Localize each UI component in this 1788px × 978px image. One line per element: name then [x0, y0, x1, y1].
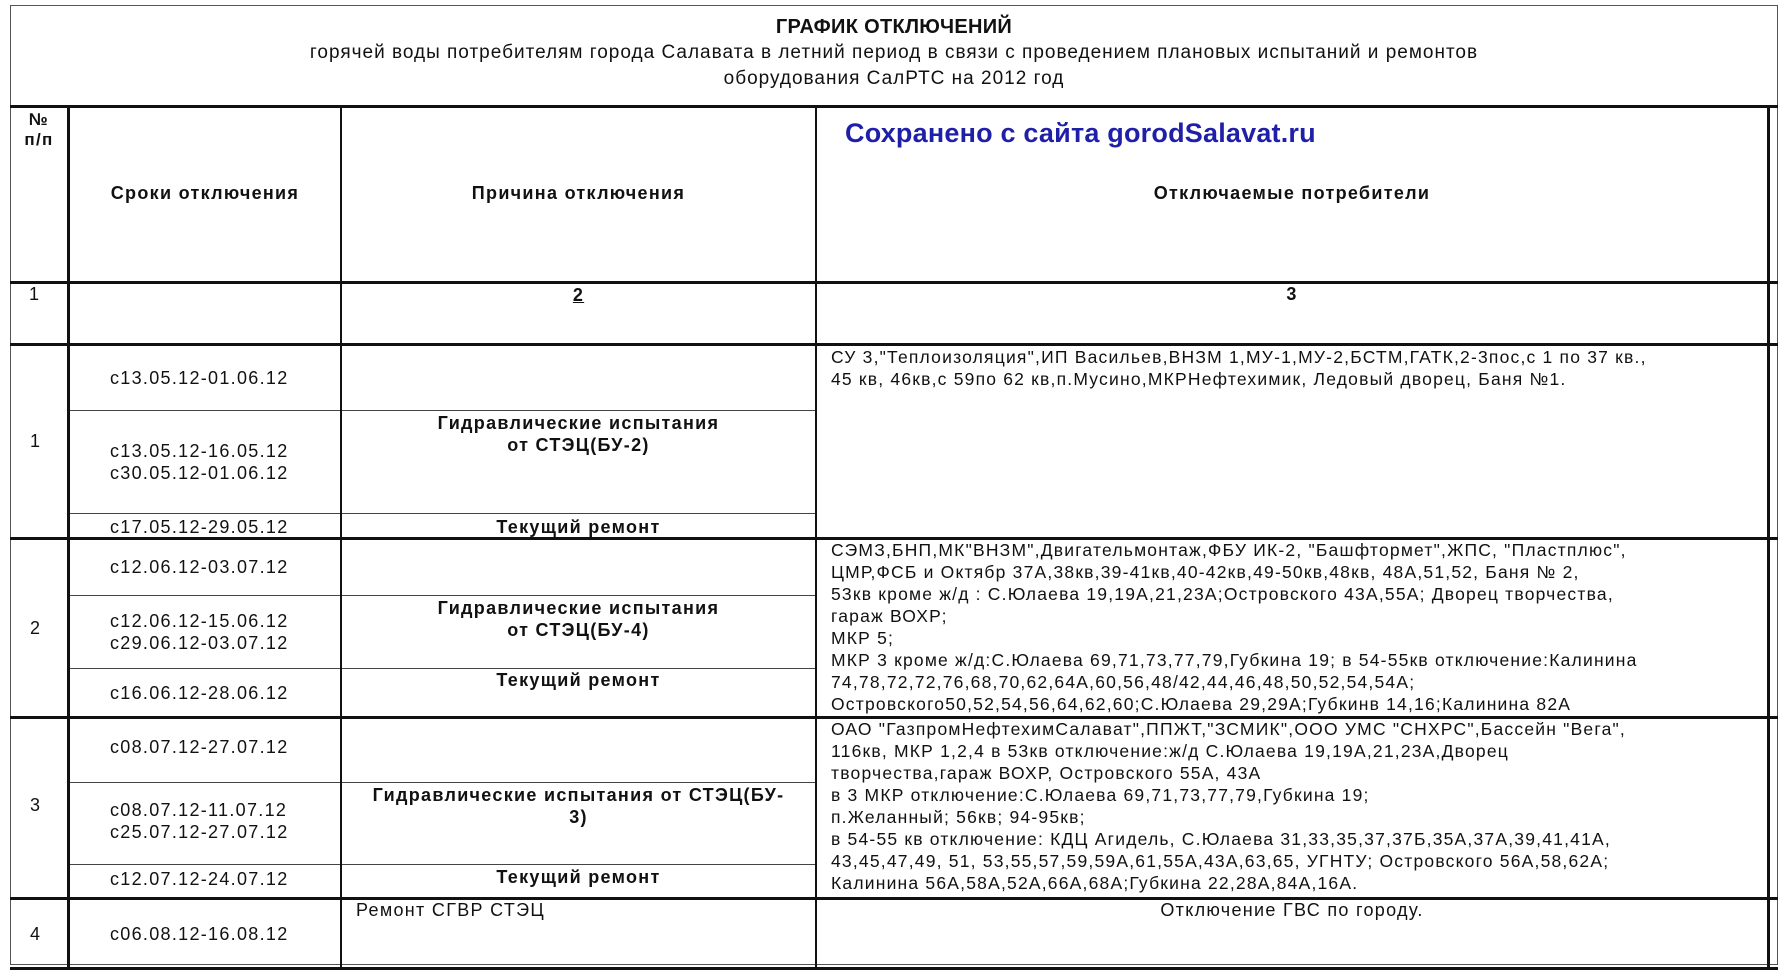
row1-date-1: с13.05.12-01.06.12	[110, 368, 289, 388]
table-top-border	[10, 105, 1778, 108]
document-subtitle-line2: оборудования СалРТС на 2012 год	[723, 68, 1065, 89]
row1-subline-a	[68, 410, 817, 411]
header-num: № п/п	[24, 110, 54, 149]
row2-date-1: с12.06.12-03.07.12	[110, 557, 289, 577]
document-subtitle-line1: горячей воды потребителям города Салавата в летний период в связи с проведением плановых испытаний и ремонтов	[309, 42, 1479, 63]
row1-consumers: СУ 3,"Теплоизоляция",ИП Васильев,ВНЗМ 1,МУ-1,МУ-2,БСТМ,ГАТК,2-3пос,с 1 по 37 кв., 45 кв, 46кв,с 59по 62 кв,п.Мусино,МКРНефтехимик, Ледовый дворец, Баня №1.	[831, 347, 1647, 389]
row4-reason: Ремонт СГВР СТЭЦ	[356, 900, 546, 920]
row4-consumers: Отключение ГВС по городу.	[1160, 900, 1424, 920]
row2-consumers: СЭМЗ,БНП,МК"ВНЗМ",Двигательмонтаж,ФБУ ИК-2, "Башфтормет",ЖПС, "Пластплюс", ЦМР,ФСБ и Октябр 37А,38кв,39-41кв,40-42кв,49-50кв,48кв, 48А,51,52, Баня № 2, 53кв кроме ж/д : С.Юлаева 19,19А,21,23А;Островского 43А,55А; Дворец творчества, гараж ВОХР; МКР 5; МКР 3 кроме ж/д:С.Юлаева 69,71,73,77,79,Губкина 19; в 54-55кв отключение:Калинина 74,78,72,72,76,68,70,62,64А,60,56,48/42,44,46,48,50,52,54,54А; Островского50,52,54,56,64,62,60;С.Юлаева 29,29А;Губкинв 14,16;Калинина 82А	[831, 540, 1638, 714]
row1-date-2: с13.05.12-16.05.12 с30.05.12-01.06.12	[110, 441, 289, 483]
row3-num: 3	[30, 795, 42, 815]
row2-num: 2	[30, 618, 42, 638]
row3-consumers: ОАО "ГазпромНефтехимСалават",ППЖТ,"ЗСМИК",ООО УМС "СНХРС",Бассейн "Вега", 116кв, МКР 1,2,4 в 53кв отключение:ж/д С.Юлаева 19,19А,21,23А,Дворец творчества,гараж ВОХР, Островского 55А, 43А в 3 МКР отключение:С.Юлаева 69,71,73,77,79,Губкина 19; п.Желанный; 56кв; 94-95кв; в 54-55 кв отключение: КДЦ Агидель, С.Юлаева 31,33,35,37,37Б,35А,37А,39,41,41А, 43,45,47,49, 51, 53,55,57,59,59А,61,55А,43А,63,65, УГНТУ; Островского 56А,58,62А; Калинина 56А,58А,52А,66А,68А;Губкина 22,28А,84А,16А.	[831, 719, 1626, 893]
row1-date-3: с17.05.12-29.05.12	[110, 517, 289, 537]
row2-date-3: с16.06.12-28.06.12	[110, 683, 289, 703]
row4-date-1: с06.08.12-16.08.12	[110, 924, 289, 944]
row1-reason-repair: Текущий ремонт	[496, 517, 661, 537]
row3-subline-b	[68, 864, 817, 865]
header-consumers: Отключаемые потребители	[1153, 183, 1431, 203]
row3-date-2: с08.07.12-11.07.12 с25.07.12-27.07.12	[110, 800, 289, 842]
row3-date-3: с12.07.12-24.07.12	[110, 869, 289, 889]
row2-subline-a	[68, 595, 817, 596]
row2-date-2: с12.06.12-15.06.12 с29.06.12-03.07.12	[110, 611, 289, 653]
row1-reason-test: Гидравлические испытания от СТЭЦ(БУ-2)	[437, 413, 720, 455]
row1-num: 1	[30, 431, 42, 451]
document-title: ГРАФИК ОТКЛЮЧЕНИЙ	[775, 16, 1013, 38]
table-right-border	[1767, 105, 1770, 970]
col-divider-1	[67, 105, 70, 970]
title-block	[10, 14, 1778, 92]
header-dates: Сроки отключения	[110, 183, 300, 203]
row1-subline-b	[68, 513, 817, 514]
col-number-3: 3	[1286, 284, 1298, 304]
header-reason: Причина отключения	[471, 183, 686, 203]
row2-reason-repair: Текущий ремонт	[496, 670, 661, 690]
row4-bottom-border	[10, 967, 1778, 970]
row3-date-1: с08.07.12-27.07.12	[110, 737, 289, 757]
row3-reason-test: Гидравлические испытания от СТЭЦ(БУ- 3)	[372, 785, 785, 827]
watermark-text: Сохранено с сайта gorodSalavat.ru	[845, 118, 1316, 148]
col-number-1: 1	[29, 284, 41, 304]
row2-reason-test: Гидравлические испытания от СТЭЦ(БУ-4)	[437, 598, 720, 640]
col-number-2: 2	[572, 285, 585, 305]
row3-reason-repair: Текущий ремонт	[496, 867, 661, 887]
row4-num: 4	[30, 924, 42, 944]
col-divider-3	[815, 105, 817, 970]
row3-subline-a	[68, 782, 817, 783]
